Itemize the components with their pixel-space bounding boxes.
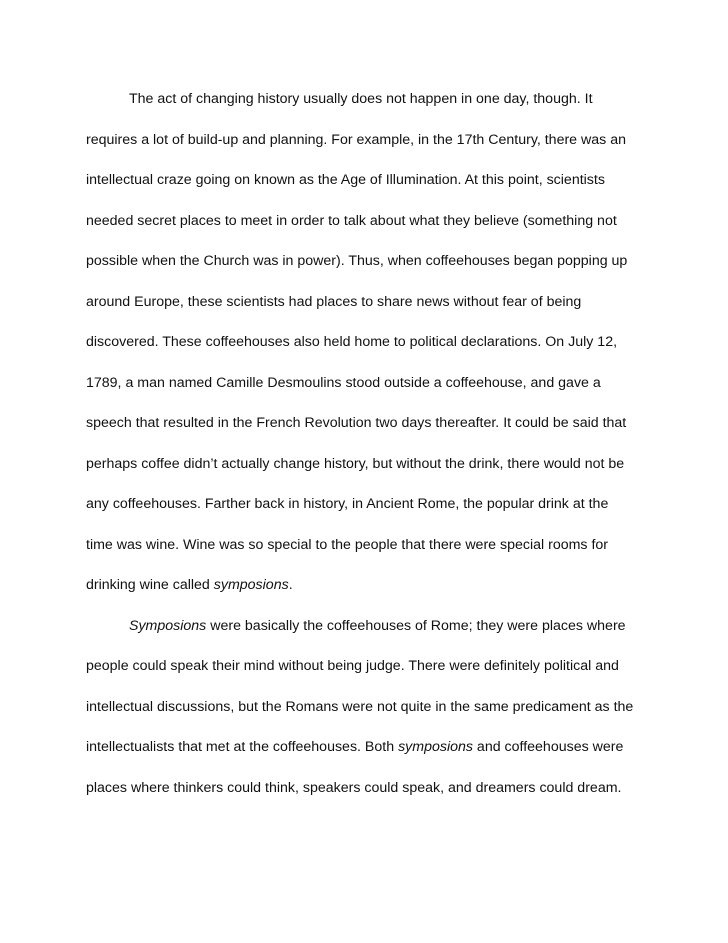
- paragraph-2-line: people could speak their mind without being judge. There were definitely political and: [86, 658, 619, 674]
- paragraph-1-line: speech that resulted in the French Revolution two days thereafter. It could be said that: [86, 415, 627, 431]
- line-text: were basically the coffeehouses of Rome; they were places where: [206, 618, 626, 634]
- paragraph-1-line: 1789, a man named Camille Desmoulins stood outside a coffeehouse, and gave a: [86, 375, 601, 391]
- paragraph-1-line: requires a lot of build-up and planning. For example, in the 17th Century, there was an: [86, 132, 626, 148]
- paragraph-1-line: needed secret places to meet in order to talk about what they believe (something not: [86, 213, 617, 229]
- paragraph-1-line: The act of changing history usually does not happen in one day, though. It: [129, 91, 593, 107]
- line-text: drinking wine called: [86, 577, 214, 593]
- italic-term: symposions: [213, 577, 289, 593]
- paragraph-1-line: around Europe, these scientists had places to share news without fear of being: [86, 294, 582, 310]
- line-text: intellectualists that met at the coffeehouses. Both: [86, 739, 399, 755]
- paragraph-1-line: possible when the Church was in power). Thus, when coffeehouses began popping up: [86, 253, 628, 269]
- paragraph-2-line: places where thinkers could think, speakers could speak, and dreamers could dream.: [86, 780, 622, 796]
- line-text: .: [288, 577, 293, 593]
- paragraph-2-line: [86, 738, 646, 756]
- paragraph-1-line: time was wine. Wine was so special to the people that there were special rooms for: [86, 537, 609, 553]
- italic-term: symposions: [398, 739, 473, 755]
- paragraph-2-line: [129, 617, 689, 635]
- paragraph-1-line: intellectual craze going on known as the Age of Illumination. At this point, scientists: [86, 172, 605, 188]
- paragraph-1-line: perhaps coffee didn’t actually change history, but without the drink, there would not be: [86, 456, 625, 472]
- paragraph-2-line: intellectual discussions, but the Romans were not quite in the same predicament as the: [86, 699, 634, 715]
- line-text: and coffeehouses were: [472, 739, 624, 755]
- italic-term: Symposions: [129, 618, 207, 634]
- paragraph-1-line: [86, 576, 646, 594]
- paragraph-1-line: discovered. These coffeehouses also held home to political declarations. On July 12,: [86, 334, 618, 350]
- paragraph-1-line: any coffeehouses. Farther back in history, in Ancient Rome, the popular drink at the: [86, 496, 609, 512]
